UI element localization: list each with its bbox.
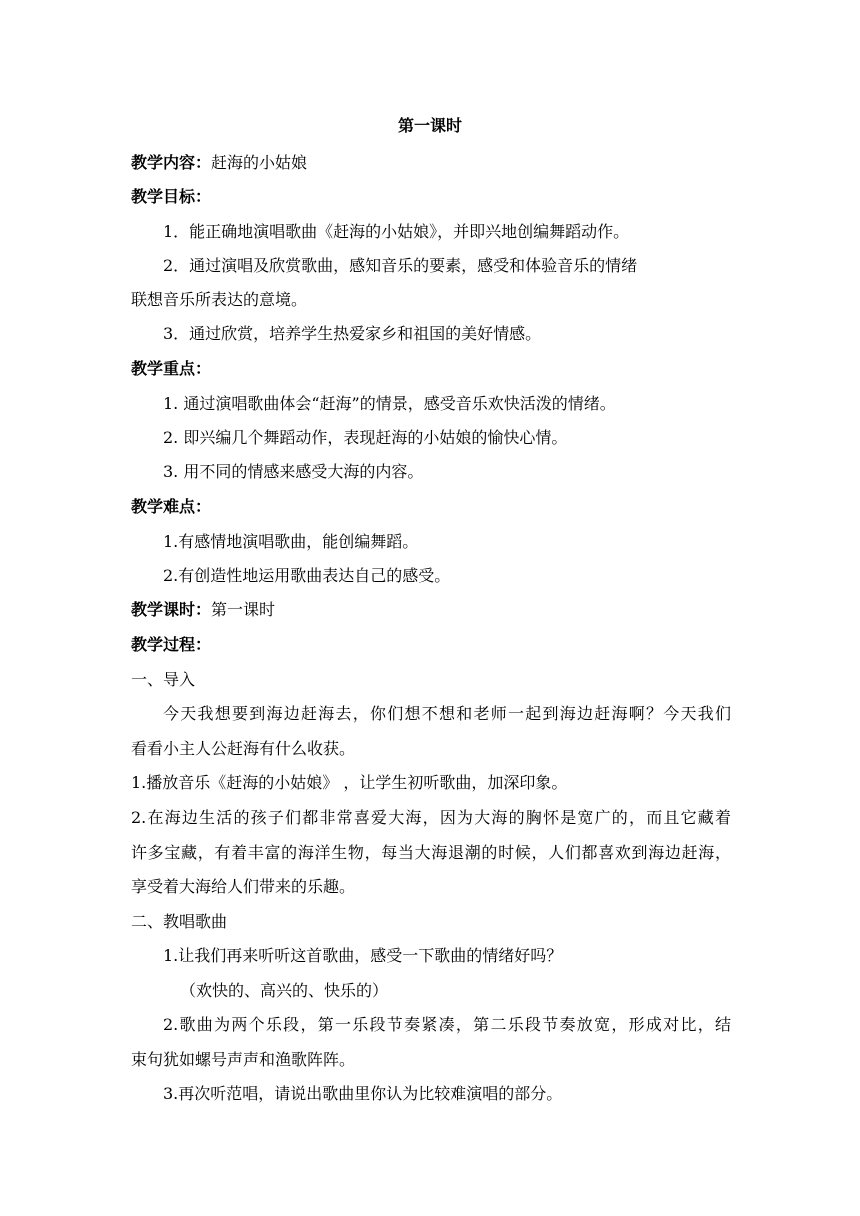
process-label: 教学过程： (131, 635, 212, 654)
section-1-paragraph-line-1: 今天我想要到海边赶海去，你们想不想和老师一起到海边赶海啊？今天我们 (163, 704, 731, 723)
section-1-step-1: 1.播放音乐《赶海的小姑娘》 ，让学生初听歌曲，加深印象。 (131, 773, 568, 792)
key-point-3: 3. 用不同的情感来感受大海的内容。 (163, 462, 424, 481)
difficulty-1: 1.有感情地演唱歌曲，能创编舞蹈。 (163, 532, 419, 551)
goal-item-2: 2．通过演唱及欣赏歌曲，感知音乐的要素，感受和体验音乐的情绪 (163, 256, 638, 275)
difficulty-2: 2.有创造性地运用歌曲表达自己的感受。 (163, 566, 451, 585)
section-1-heading: 一、导入 (131, 670, 196, 689)
section-1-step-2-line-2: 许多宝藏，有着丰富的海洋生物，每当大海退潮的时候，人们都喜欢到海边赶海， (131, 843, 731, 862)
content-value: 赶海的小姑娘 (211, 153, 308, 172)
lesson-title: 第一课时 (397, 116, 462, 135)
goals-label: 教学目标： (131, 187, 212, 206)
section-2-step-3: 3.再次听范唱，请说出歌曲里你认为比较难演唱的部分。 (163, 1084, 563, 1103)
section-1-step-2-line-1: 2.在海边生活的孩子们都非常喜爱大海，因为大海的胸怀是宽广的，而且它藏着 (131, 808, 731, 827)
section-2-heading: 二、教唱歌曲 (131, 912, 228, 931)
section-1-paragraph-line-2: 看看小主人公赶海有什么收获。 (131, 739, 356, 758)
period-value: 第一课时 (211, 600, 276, 619)
goal-item-1: 1．能正确地演唱歌曲《赶海的小姑娘》，并即兴地创编舞蹈动作。 (163, 222, 630, 241)
key-point-2: 2. 即兴编几个舞蹈动作，表现赶海的小姑娘的愉快心情。 (163, 428, 568, 447)
difficulties-label: 教学难点： (131, 497, 212, 516)
period-row (131, 600, 275, 620)
section-2-step-1: 1.让我们再来听听这首歌曲，感受一下歌曲的情绪好吗？ (163, 946, 563, 965)
key-point-1: 1. 通过演唱歌曲体会“赶海”的情景，感受音乐欢快活泼的情绪。 (163, 394, 616, 413)
key-points-label: 教学重点： (131, 359, 212, 378)
section-2-step-1-answer: （欢快的、高兴的、快乐的） (180, 981, 389, 1000)
content-row (131, 153, 307, 173)
goal-item-2-continued: 联想音乐所表达的意境。 (131, 290, 308, 309)
section-2-step-2-line-1: 2.歌曲为两个乐段，第一乐段节奏紧凑，第二乐段节奏放宽，形成对比，结 (163, 1015, 731, 1034)
section-1-step-2-line-3: 享受着大海给人们带来的乐趣。 (131, 877, 356, 896)
section-2-step-2-line-2: 束句犹如螺号声声和渔歌阵阵。 (131, 1050, 356, 1069)
content-label: 教学内容： (131, 153, 212, 172)
goal-item-3: 3．通过欣赏，培养学生热爱家乡和祖国的美好情感。 (163, 324, 542, 343)
period-label: 教学课时： (131, 600, 212, 619)
